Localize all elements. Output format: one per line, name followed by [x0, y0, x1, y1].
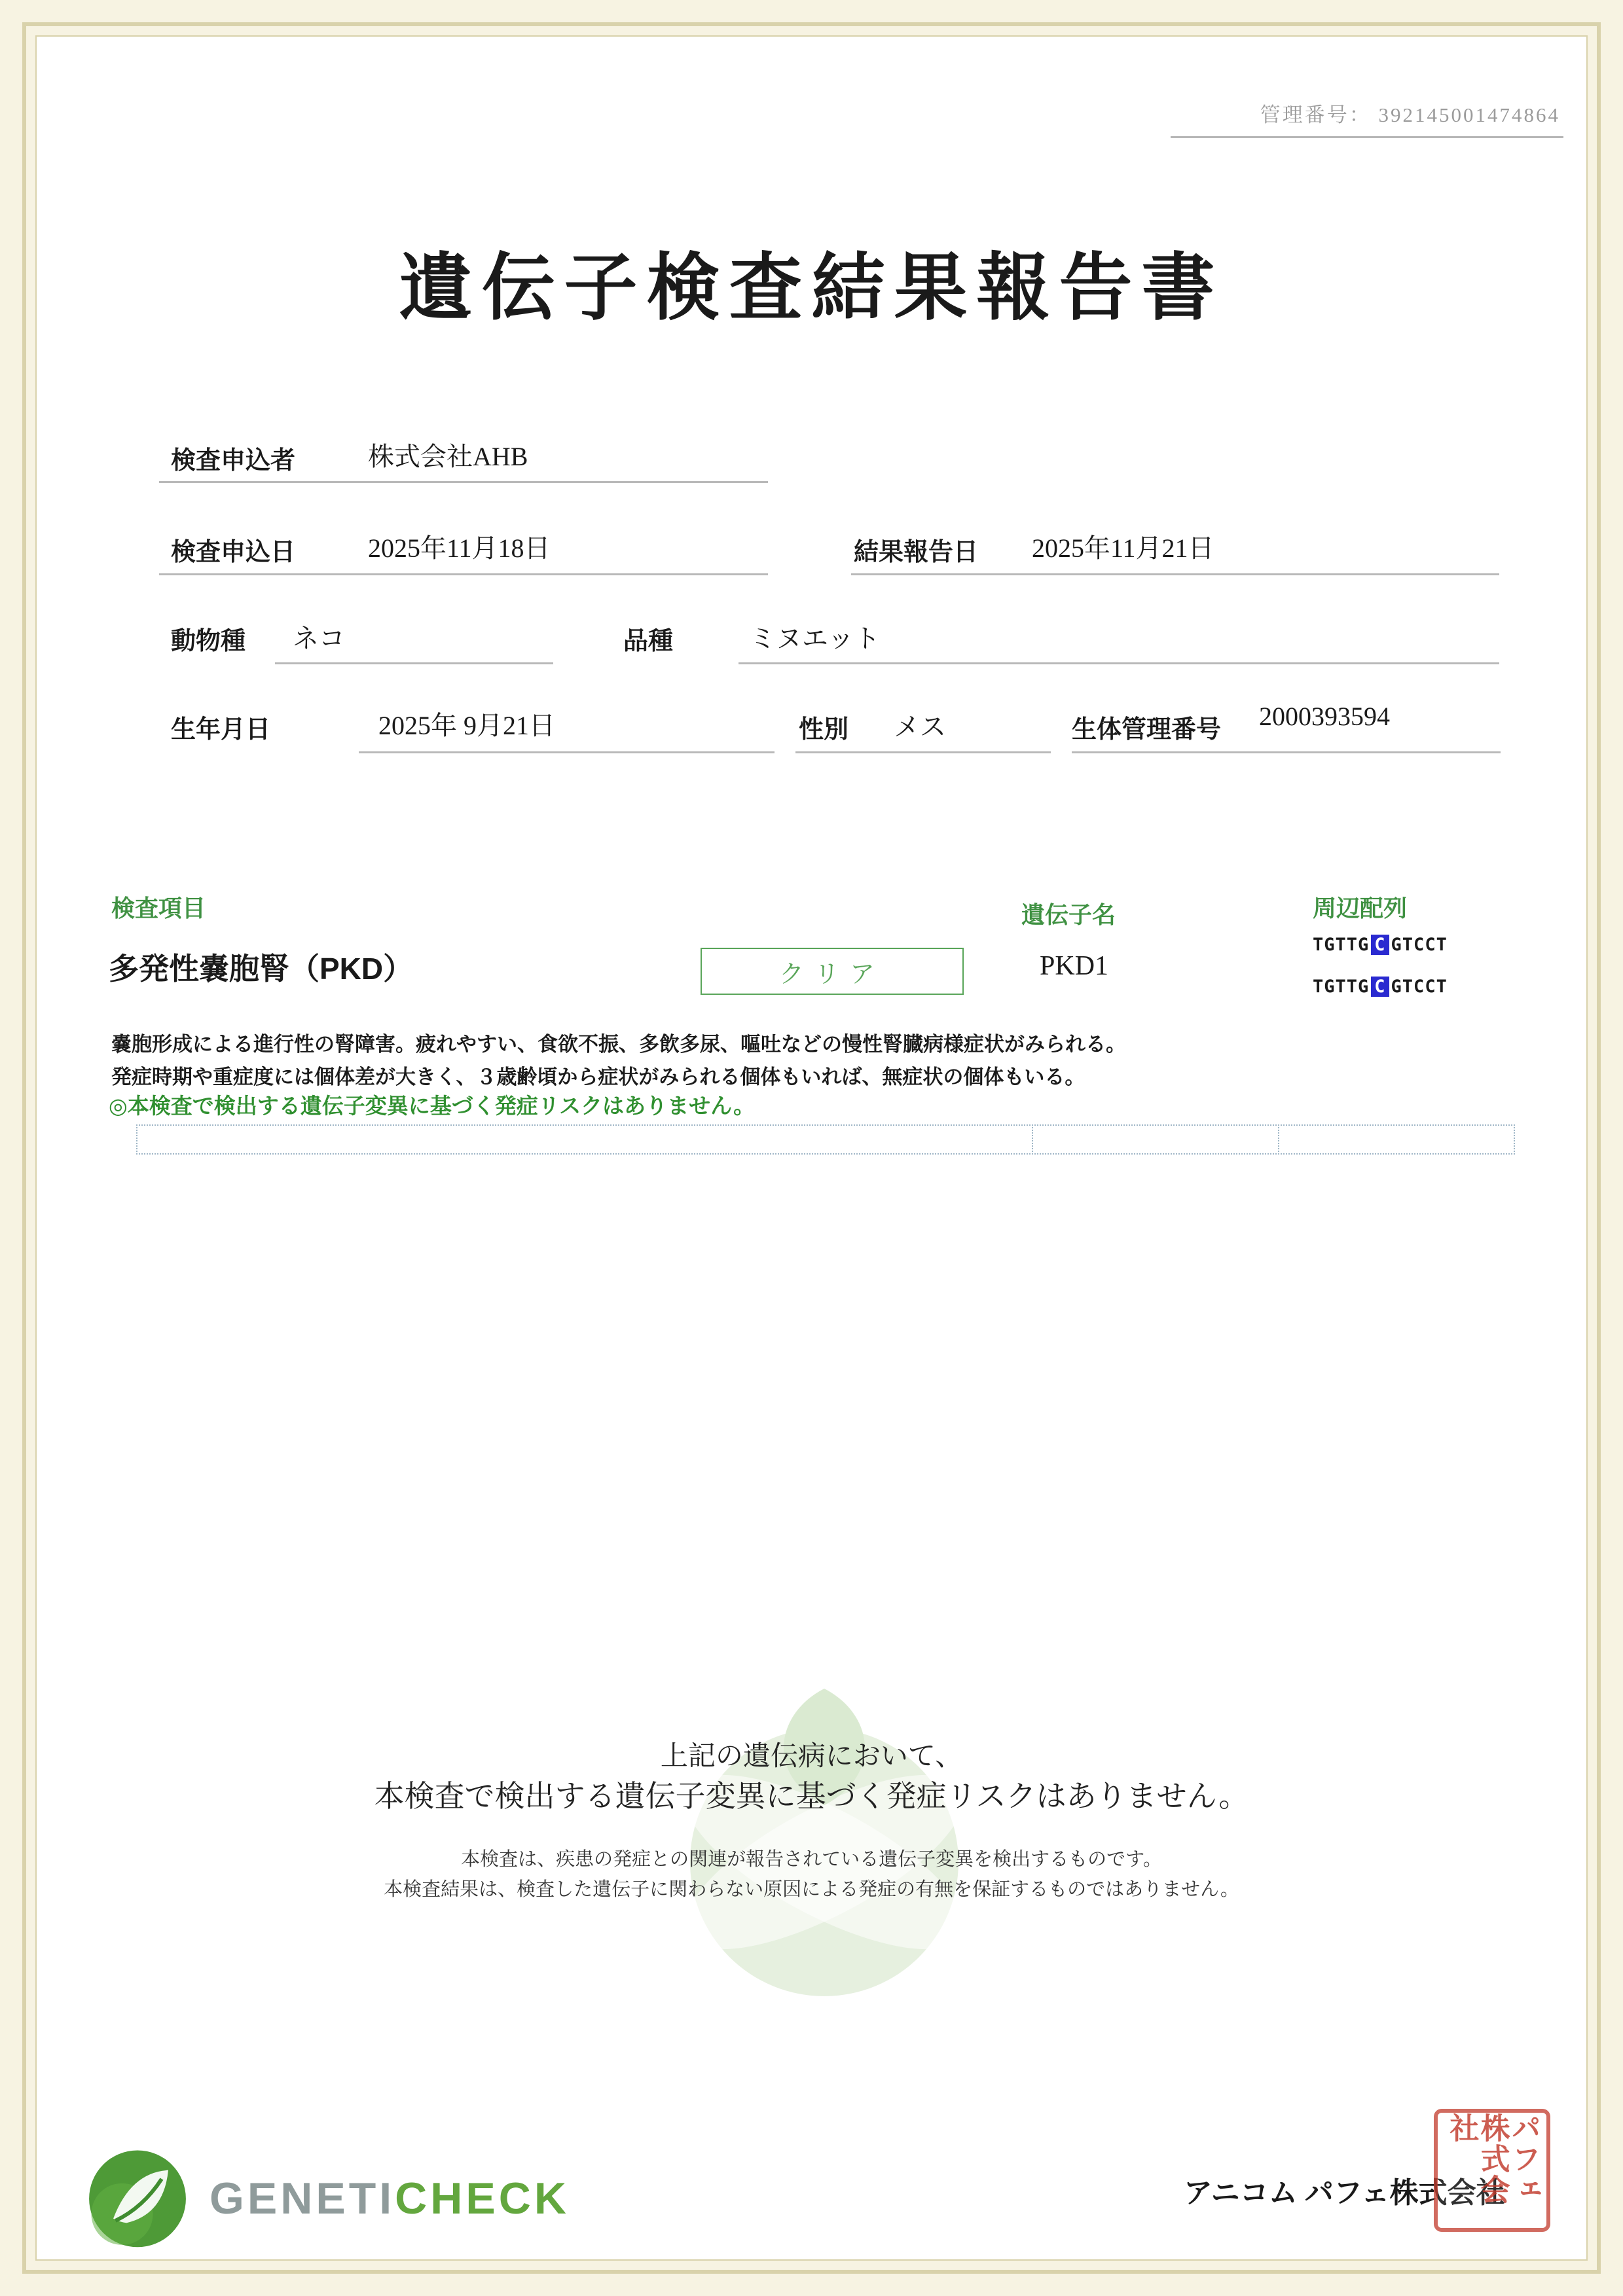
- sequence-line-1: [1313, 935, 1448, 955]
- summary-note1: 本検査は、疾患の発症との関連が報告されている遺伝子変異を検出するものです。: [461, 1849, 1162, 1870]
- management-number-label: 管理番号：: [1260, 103, 1372, 126]
- birth-value: 2025年 9月21日: [378, 711, 555, 740]
- birth-label: 生年月日: [171, 716, 271, 744]
- sequence-prefix: TGTTG: [1313, 977, 1370, 997]
- page-title: 遺伝子検査結果報告書: [399, 248, 1224, 329]
- breed-value: ミヌエット: [750, 624, 881, 653]
- applicant-value: 株式会社AHB: [368, 442, 528, 471]
- sequence-prefix: TGTTG: [1313, 935, 1370, 955]
- sequence-suffix: GTCCT: [1391, 935, 1448, 955]
- logo-wordmark: [210, 2173, 570, 2224]
- report-date-label: 結果報告日: [854, 539, 979, 566]
- field-underline: [159, 573, 768, 575]
- field-underline: [275, 662, 553, 664]
- species-label: 動物種: [171, 628, 246, 655]
- field-underline: [795, 751, 1051, 753]
- field-underline: [1072, 751, 1501, 753]
- sequence-line-2: [1313, 977, 1448, 997]
- apply-date-label: 検査申込日: [171, 539, 296, 566]
- breed-label: 品種: [623, 628, 674, 655]
- logo-text-check: CHECK: [395, 2173, 570, 2223]
- test-item-header: 検査項目: [111, 895, 206, 922]
- geneticheck-logo: [82, 2142, 570, 2255]
- sequence-variant: C: [1371, 935, 1389, 955]
- applicant-label: 検査申込者: [171, 447, 296, 475]
- field-underline: [359, 751, 775, 753]
- management-number-value: 392145001474864: [1378, 103, 1560, 126]
- gene-name-header: 遺伝子名: [1021, 902, 1116, 928]
- animal-id-label: 生体管理番号: [1072, 716, 1222, 744]
- sex-value: メス: [894, 712, 946, 742]
- field-underline: [159, 481, 768, 483]
- sequence-header: 周辺配列: [1313, 895, 1408, 922]
- report-date-value: 2025年11月21日: [1032, 533, 1214, 563]
- animal-id-value: 2000393594: [1259, 702, 1390, 731]
- species-value: ネコ: [293, 624, 345, 653]
- company-name: アニコム パフェ株式会社: [1184, 2177, 1505, 2209]
- empty-result-row: [136, 1124, 1515, 1155]
- disease-description-line1: 嚢胞形成による進行性の腎障害。疲れやすい、食欲不振、多飲多尿、嘔吐などの慢性腎臓病様症状がみられる。: [111, 1033, 1126, 1056]
- test-item-name: 多発性嚢胞腎（PKD）: [109, 952, 414, 986]
- apply-date-value: 2025年11月18日: [368, 533, 551, 563]
- geneticheck-leaf-icon: [82, 2142, 192, 2255]
- disease-description-line2: 発症時期や重症度には個体差が大きく、３歳齢頃から症状がみられる個体もいれば、無症状の個体もいる。: [111, 1066, 1085, 1088]
- empty-result-row-divider: [1032, 1124, 1033, 1155]
- management-number-underline: [1171, 136, 1563, 138]
- red-company-seal-stamp-icon: [1434, 2109, 1550, 2232]
- field-underline: [851, 573, 1499, 575]
- risk-note: ◎本検査で検出する遺伝子変異に基づく発症リスクはありません。: [109, 1095, 756, 1119]
- result-status: クリア: [778, 960, 885, 988]
- result-status-box: [701, 948, 964, 995]
- sex-label: 性別: [799, 716, 849, 744]
- logo-text-geneti: GENETI: [210, 2173, 395, 2223]
- field-underline: [739, 662, 1499, 664]
- seal-text: パフェ株式会社: [1445, 2113, 1540, 2205]
- summary-line1: 上記の遺伝病において、: [660, 1740, 963, 1771]
- sequence-variant: C: [1371, 977, 1389, 997]
- gene-name: PKD1: [1040, 951, 1109, 981]
- summary-note2: 本検査結果は、検査した遺伝子に関わらない原因による発症の有無を保証するものではありません。: [384, 1879, 1239, 1900]
- sequence-suffix: GTCCT: [1391, 977, 1448, 997]
- summary-line2: 本検査で検出する遺伝子変異に基づく発症リスクはありません。: [374, 1779, 1249, 1813]
- empty-result-row-divider: [1278, 1124, 1279, 1155]
- management-number: [1260, 98, 1560, 128]
